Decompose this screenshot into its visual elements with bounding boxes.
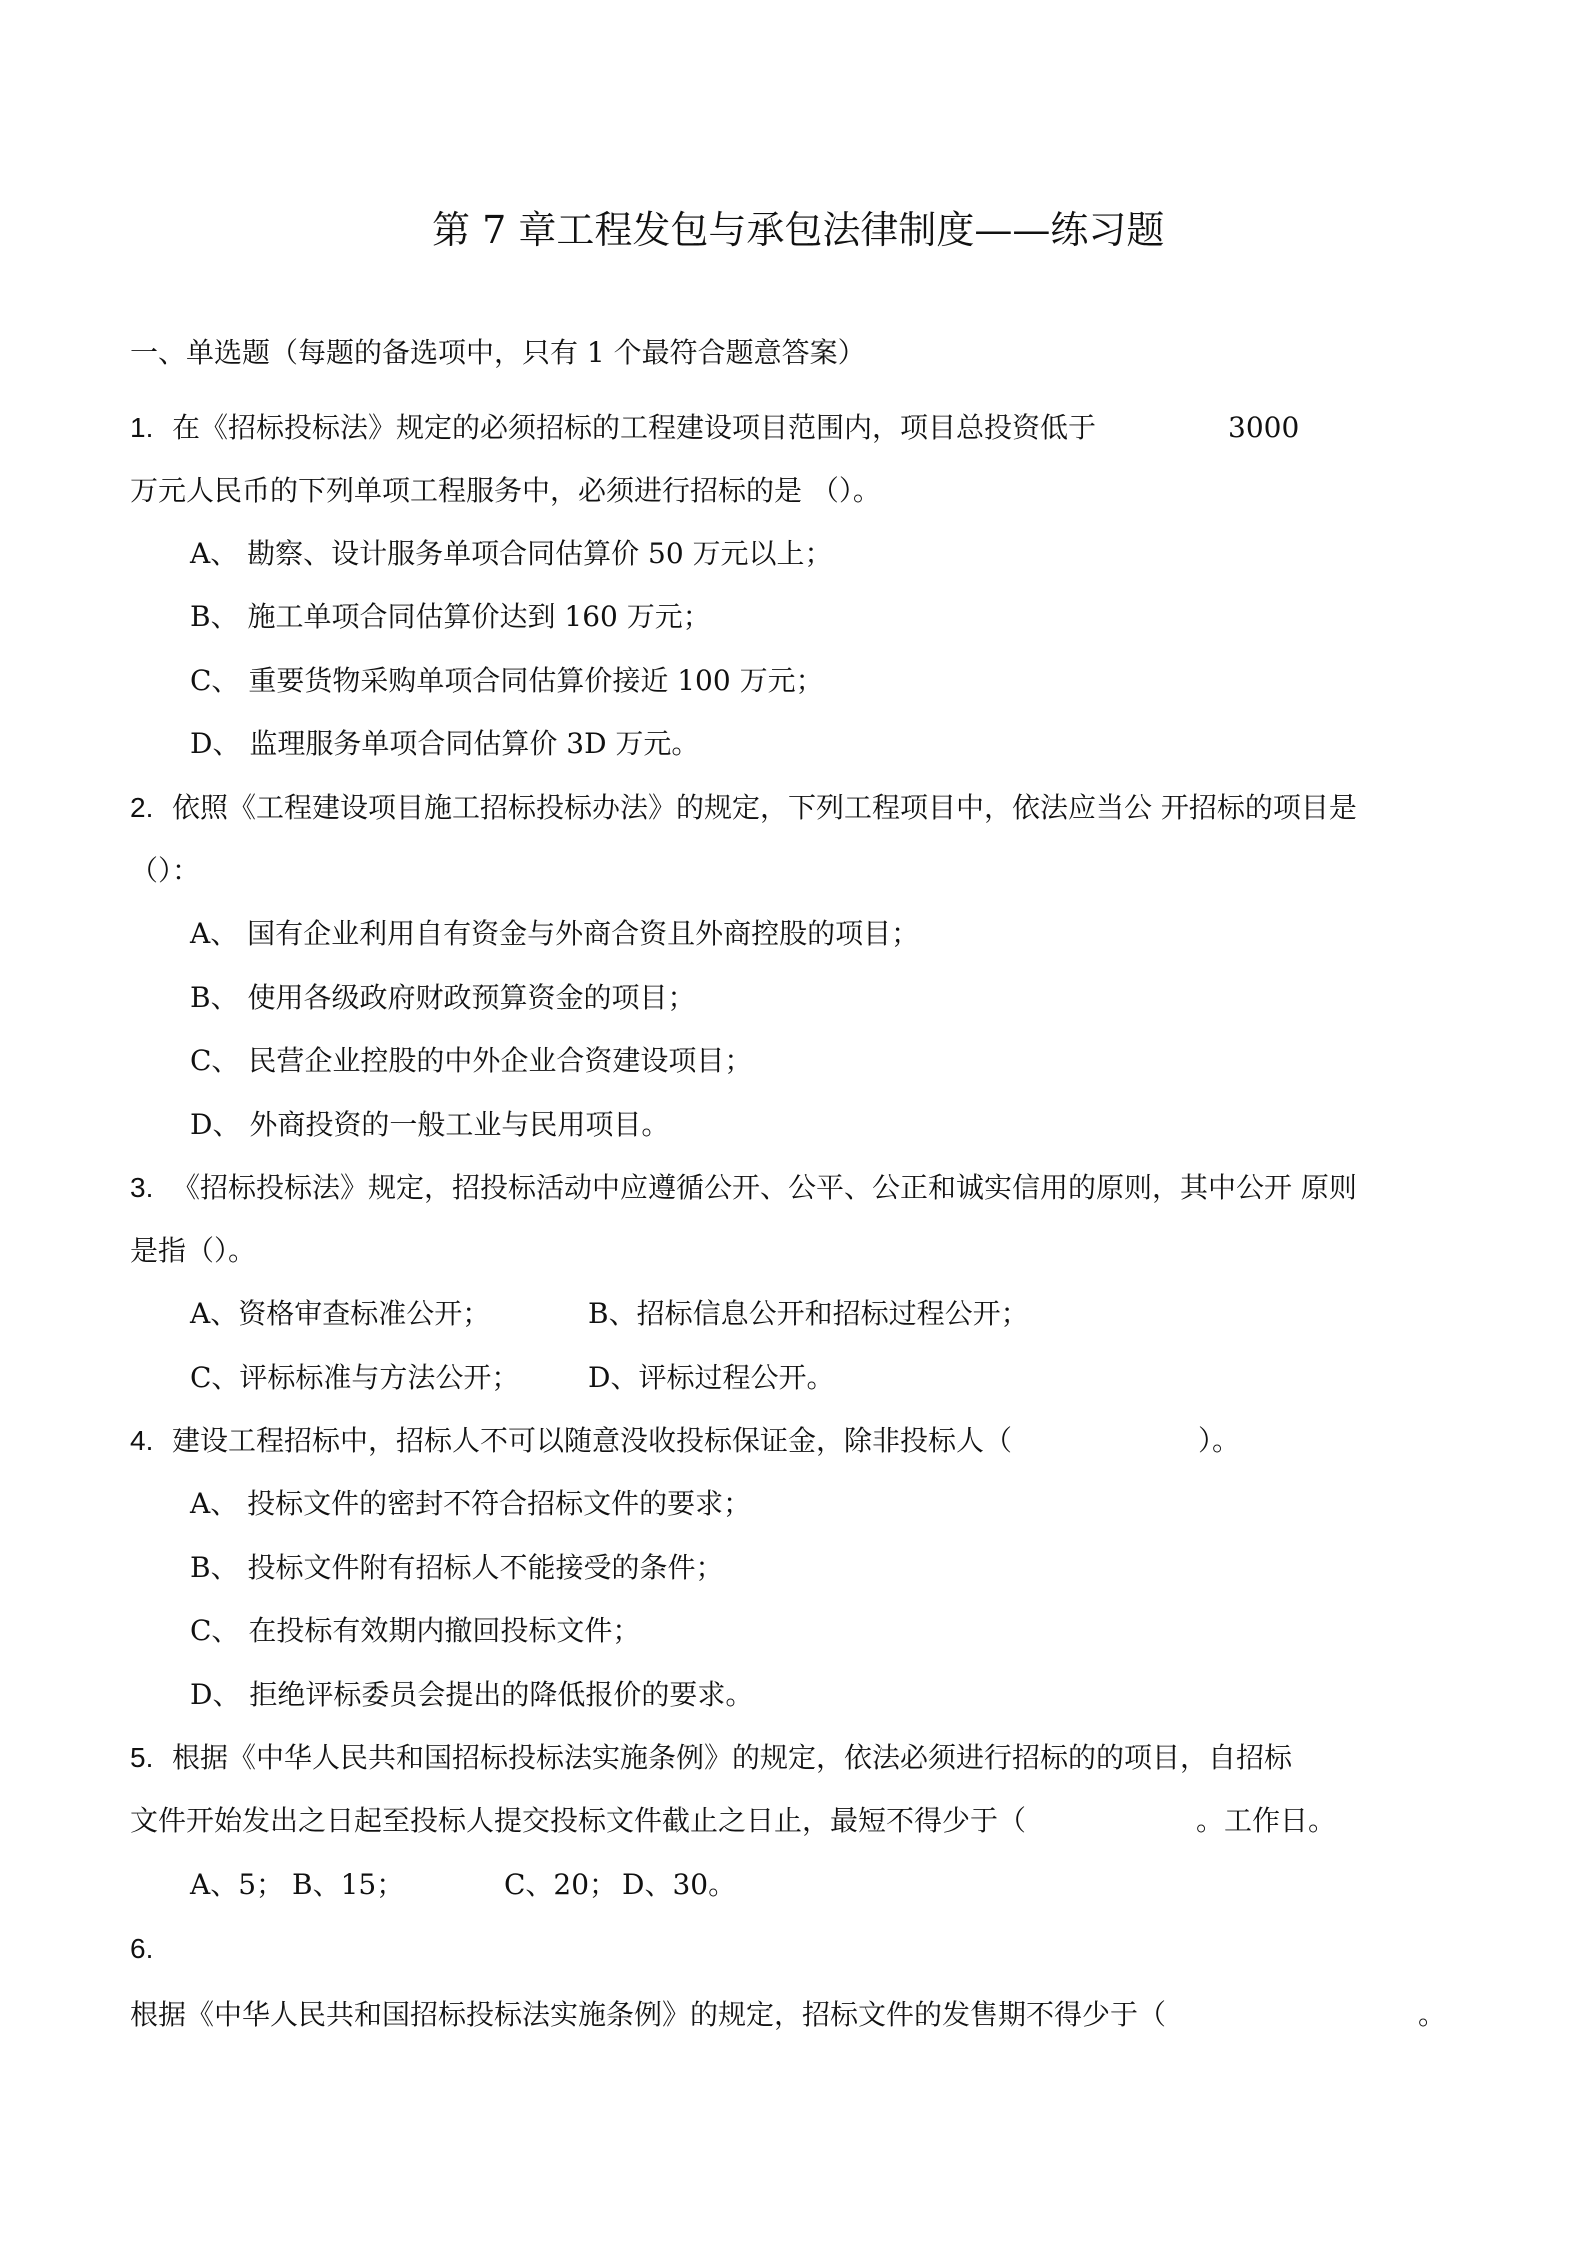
question-text: 《招标投标法》规定，招投标活动中应遵循公开、公平、公正和诚实信用的原则，其中公开 原则 — [172, 1171, 1357, 1204]
option: A、5； — [190, 1868, 285, 1901]
question-text: 万元人民币的下列单项工程服务中，必须进行招标的是 （）。 — [130, 474, 881, 507]
option: C、 重要货物采购单项合同估算价接近 100 万元； — [190, 664, 824, 697]
question-number: 6. — [130, 1933, 154, 1964]
option: A、 勘察、设计服务单项合同估算价 50 万元以上； — [190, 537, 833, 570]
option: B、 投标文件附有招标人不能接受的条件； — [190, 1551, 724, 1584]
question-text: 根据《中华人民共和国招标投标法实施条例》的规定，招标文件的发售期不得少于（ — [130, 1998, 1167, 2031]
question-text: 根据《中华人民共和国招标投标法实施条例》的规定，依法必须进行招标的的项目，自招标 — [172, 1741, 1293, 1774]
option: D、 外商投资的一般工业与民用项目。 — [190, 1108, 670, 1141]
question-amount: 3000 — [1228, 411, 1300, 444]
option: C、 民营企业控股的中外企业合资建设项目； — [190, 1044, 753, 1077]
question-text: 。工作日。 — [1196, 1804, 1337, 1837]
question-text: （）： — [130, 854, 201, 887]
option: C、 在投标有效期内撤回投标文件； — [190, 1614, 641, 1647]
question-number: 4. — [130, 1425, 154, 1456]
page-title: 第 7 章工程发包与承包法律制度——练习题 — [432, 208, 1165, 252]
question-text: 建设工程招标中，招标人不可以随意没收投标保证金，除非投标人（ — [172, 1424, 1013, 1457]
option: B、 施工单项合同估算价达到 160 万元； — [190, 600, 711, 633]
option: B、15； — [292, 1868, 405, 1901]
option: D、评标过程公开。 — [588, 1361, 835, 1394]
option: D、 监理服务单项合同估算价 3D 万元。 — [190, 727, 700, 760]
question-text: 是指（）。 — [130, 1234, 257, 1267]
option: D、30。 — [622, 1868, 737, 1901]
question-text: 文件开始发出之日起至投标人提交投标文件截止之日止，最短不得少于（ — [130, 1804, 1027, 1837]
question-number: 3. — [130, 1172, 154, 1203]
question-text: 依照《工程建设项目施工招标投标办法》的规定，下列工程项目中，依法应当公 开招标的项目是 — [172, 791, 1357, 824]
question-text: ）。 — [1198, 1424, 1241, 1457]
option: A、 投标文件的密封不符合招标文件的要求； — [190, 1487, 752, 1520]
option: A、 国有企业利用自有资金与外商合资且外商控股的项目； — [190, 917, 920, 950]
option: D、 拒绝评标委员会提出的降低报价的要求。 — [190, 1678, 754, 1711]
section-heading: 一、单选题（每题的备选项中，只有 1 个最符合题意答案） — [130, 336, 866, 369]
option: A、资格审查标准公开； — [190, 1297, 491, 1330]
question-text: 。 — [1418, 1998, 1447, 2031]
option: B、招标信息公开和招标过程公开； — [588, 1297, 1029, 1330]
option: C、评标标准与方法公开； — [190, 1361, 520, 1394]
question-number: 5. — [130, 1742, 154, 1773]
option: B、 使用各级政府财政预算资金的项目； — [190, 981, 696, 1014]
question-text: 在《招标投标法》规定的必须招标的工程建设项目范围内，项目总投资低于 — [172, 411, 1097, 444]
question-number: 2. — [130, 792, 154, 823]
question-number: 1. — [130, 412, 154, 443]
option: C、20； — [504, 1868, 618, 1901]
